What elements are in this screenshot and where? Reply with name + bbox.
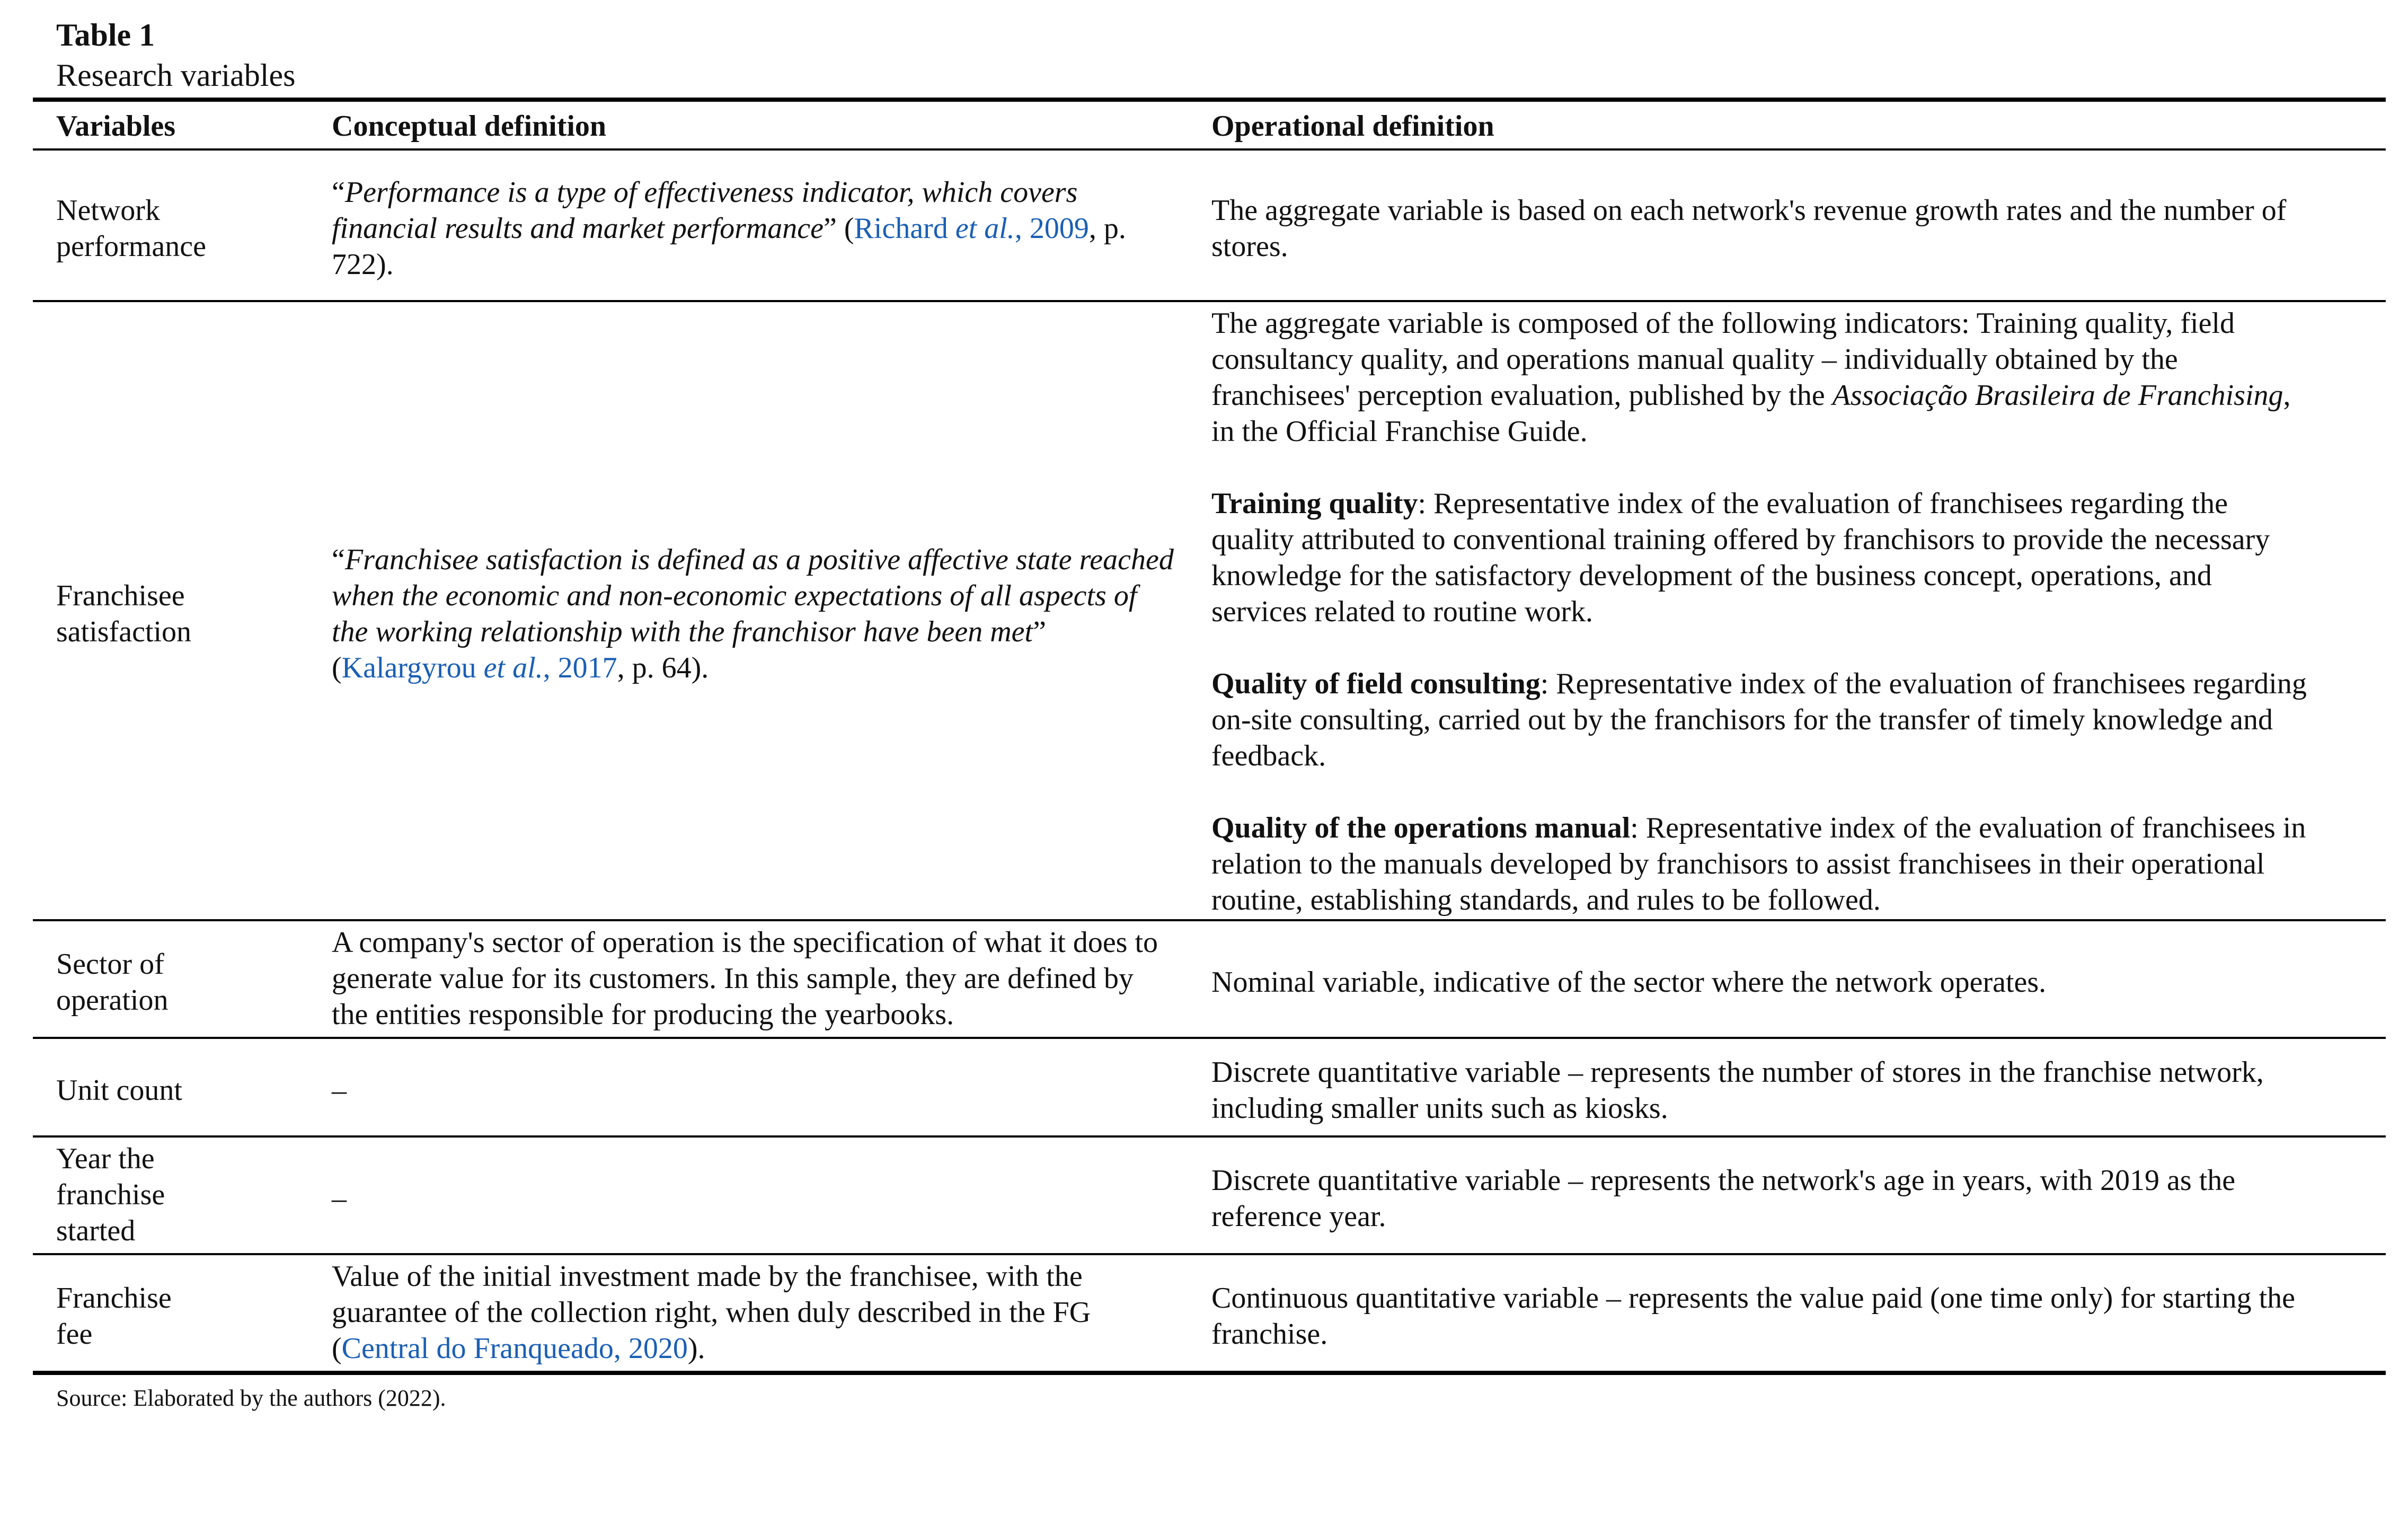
table-container [33,15,2386,1414]
operational-intro: The aggregate variable is composed of the following indicators: Training quality, field consultancy quality, and operations manual quality – individually obtained by the franchisees' perception evaluation, published by the Associação Brasileira de Franchising, in the Official Franchise Guide. [1211,307,2291,448]
quote-text: Performance is a type of effectiveness indicator, which covers financial results and market performance [332,176,1078,245]
table-row [33,149,2386,301]
indicator-training-quality: Training quality: Representative index of the evaluation of franchisees regarding the quality attributed to conventional training offered by franchisors to provide the necessary knowledge for the satisfactory development of the business concept, operations, and services related to routine work. [1211,487,2270,628]
variable-cell: Franchise fee [56,1282,172,1351]
research-variables-table [33,98,2386,1375]
conceptual-text: Value of the initial investment made by the franchisee, with the guarantee of the collection right, when duly described in the FG ( [332,1260,1091,1365]
operational-cell: The aggregate variable is based on each network's revenue growth rates and the number of stores. [1211,194,2287,263]
citation-page: , p. 722). [332,212,1126,281]
table-row [33,920,2386,1038]
operational-cell: Discrete quantitative variable – represents the network's age in years, with 2019 as the reference year. [1211,1164,2236,1233]
table-row [33,1136,2386,1254]
table-caption-subtitle: Research variables [56,58,296,93]
table-source-note: Source: Elaborated by the authors (2022). [56,1385,446,1411]
conceptual-cell: A company's sector of operation is the specification of what it does to generate value for its customers. In this sample, they are defined by the entities responsible for producing the yearbooks. [332,926,1158,1031]
table-row [33,1038,2386,1136]
conceptual-cell [332,301,1211,920]
conceptual-cell: – [332,1074,347,1107]
indicator-operations-manual: Quality of the operations manual: Representative index of the evaluation of franchisees in relation to the manuals developed by franchisors to assist franchisees in their operational routine, establishing standards, and rules to be followed. [1211,812,2306,916]
conceptual-cell: – [332,1182,347,1215]
quote-mark: “ [332,543,345,576]
conceptual-cell [332,1254,1211,1373]
quote-close: ” ( [332,615,1046,684]
conceptual-cell [332,149,1211,301]
variable-cell: Sector of operation [56,948,169,1017]
citation-page: , p. 64). [617,651,709,684]
operational-cell [1211,301,2386,920]
indicator-field-consulting: Quality of field consulting: Representative index of the evaluation of franchisees regarding on-site consulting, carried out by the franchisors for the transfer of timely knowledge and feedback. [1211,667,2307,772]
table-caption-title: Table 1 [56,17,155,52]
operational-cell: Discrete quantitative variable – represents the number of stores in the franchise network, including smaller units such as kiosks. [1211,1056,2264,1125]
citation-link[interactable]: Central do Franqueado, 2020 [341,1332,688,1365]
variable-cell: Unit count [56,1074,182,1107]
citation-tail: ). [687,1332,705,1365]
citation-link[interactable]: Kalargyrou et al., 2017 [341,651,617,684]
quote-close: ” ( [824,212,854,245]
operational-cell: Continuous quantitative variable – represents the value paid (one time only) for starting the franchise. [1211,1282,2295,1351]
variable-cell: Network performance [56,194,206,263]
header-conceptual-definition: Conceptual definition [332,110,607,143]
header-operational-definition: Operational definition [1211,110,1494,143]
header-variables: Variables [56,110,176,143]
quote-mark: “ [332,176,345,209]
variable-cell: Franchisee satisfaction [56,579,192,648]
quote-text: Franchisee satisfaction is defined as a positive affective state reached when the economic and non-economic expectations of all aspects of the working relationship with the franchisor have been met [332,543,1174,648]
operational-cell: Nominal variable, indicative of the sector where the network operates. [1211,966,2047,999]
table-header-row [33,100,2386,149]
table-row [33,1254,2386,1373]
variable-cell: Year the franchise started [56,1142,165,1247]
citation-link[interactable]: Richard et al., 2009 [854,212,1089,245]
table-row [33,301,2386,920]
